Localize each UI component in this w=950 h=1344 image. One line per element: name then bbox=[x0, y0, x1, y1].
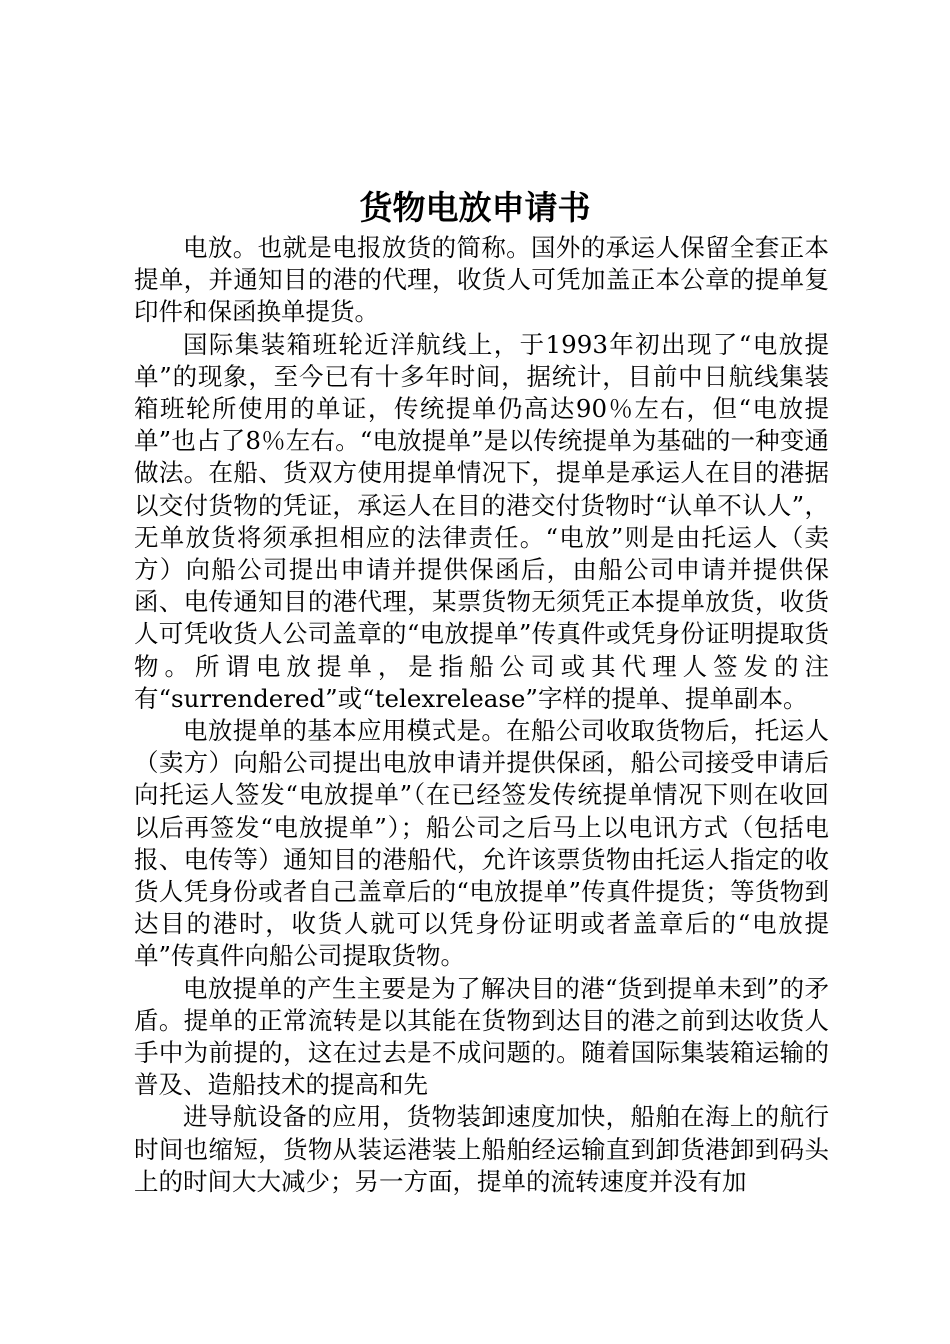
paragraph-2: 国际集装箱班轮近洋航线上，于1993年初出现了“电放提单”的现象，至今已有十多年时间，据统计，目前中日航线集装箱班轮所使用的单证，传统提单仍高达90％左右，但“电放提单”也占了8％左右。“电放提单”是以传统提单为基础的一种变通做法。在船、货双方使用提单情况下，提单是承运人在目的港据以交付货物的凭证，承运人在目的港交付货物时“认单不认人”，无单放货将须承担相应的法律责任。“电放”则是由托运人（卖方）向船公司提出申请并提供保函后，由船公司申请并提供保函、电传通知目的港代理，某票货物无须凭正本提单放货，收货人可凭收货人公司盖章的“电放提单”传真件或凭身份证明提取货物。所谓电放提单，是指船公司或其代理人签发的注有“surrendered”或“telexrelease”字样的提单、提单副本。 bbox=[134, 329, 829, 713]
document-title: 货物电放申请书 bbox=[359, 188, 591, 227]
paragraph-3: 电放提单的基本应用模式是。在船公司收取货物后，托运人（卖方）向船公司提出电放申请并提供保函，船公司接受申请后向托运人签发“电放提单”（在已经签发传统提单情况下则在收回以后再签发“电放提单”）；船公司之后马上以电讯方式（包括电报、电传等）通知目的港船代，允许该票货物由托运人指定的收货人凭身份或者自己盖章后的“电放提单”传真件提货；等货物到达目的港时，收货人就可以凭身份证明或者盖章后的“电放提单”传真件向船公司提取货物。 bbox=[134, 716, 829, 971]
paragraph-5: 进导航设备的应用，货物装卸速度加快，船舶在海上的航行时间也缩短，货物从装运港装上船舶经运输直到卸货港卸到码头上的时间大大减少；另一方面，提单的流转速度并没有加 bbox=[134, 1102, 829, 1196]
paragraph-4: 电放提单的产生主要是为了解决目的港“货到提单未到”的矛盾。提单的正常流转是以其能在货物到达目的港之前到达收货人手中为前提的，这在过去是不成问题的。随着国际集装箱运输的普及、造船技术的提高和先 bbox=[134, 973, 829, 1100]
document-body bbox=[134, 232, 829, 1198]
paragraph-1: 电放。也就是电报放货的简称。国外的承运人保留全套正本提单，并通知目的港的代理，收货人可凭加盖正本公章的提单复印件和保函换单提货。 bbox=[134, 233, 829, 327]
